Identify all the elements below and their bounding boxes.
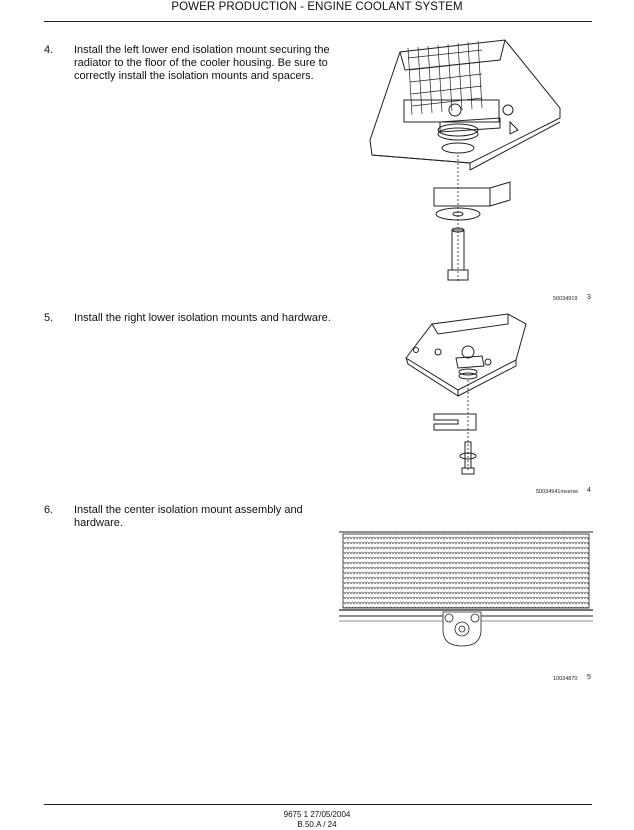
figure-number: 4 <box>587 487 591 494</box>
step-number: 6. <box>44 504 54 516</box>
figure-right-isolation-mounts <box>398 310 533 480</box>
figure-code: 50034919 <box>553 296 578 302</box>
figure-number: 5 <box>587 674 591 681</box>
step-instruction: Install the center isolation mount assembly and hardware. <box>74 504 303 529</box>
figure-code: 10034870 <box>553 676 578 682</box>
figure-left-isolation-mount <box>360 30 570 288</box>
step-instruction: Install the right lower isolation mounts and hardware. <box>74 312 331 324</box>
footer-page-ref: B.50.A / 24 <box>297 820 337 829</box>
figure-center-isolation-mount <box>339 530 593 655</box>
footer-rule <box>44 804 592 805</box>
header-rule <box>44 21 592 22</box>
step-instruction: Install the left lower end isolation mount securing the radiator to the floor of the cooler housing. Be sure to correctly install the isolation mounts and spacers. <box>74 44 330 82</box>
step-number: 5. <box>44 312 54 324</box>
step-number: 4. <box>44 44 54 56</box>
figure-number: 3 <box>587 294 591 301</box>
footer-doc-ref: 9675 1 27/05/2004 <box>283 810 351 819</box>
header-title: POWER PRODUCTION - ENGINE COOLANT SYSTEM <box>171 1 463 13</box>
figure-code: 50034941inverse <box>536 489 579 495</box>
